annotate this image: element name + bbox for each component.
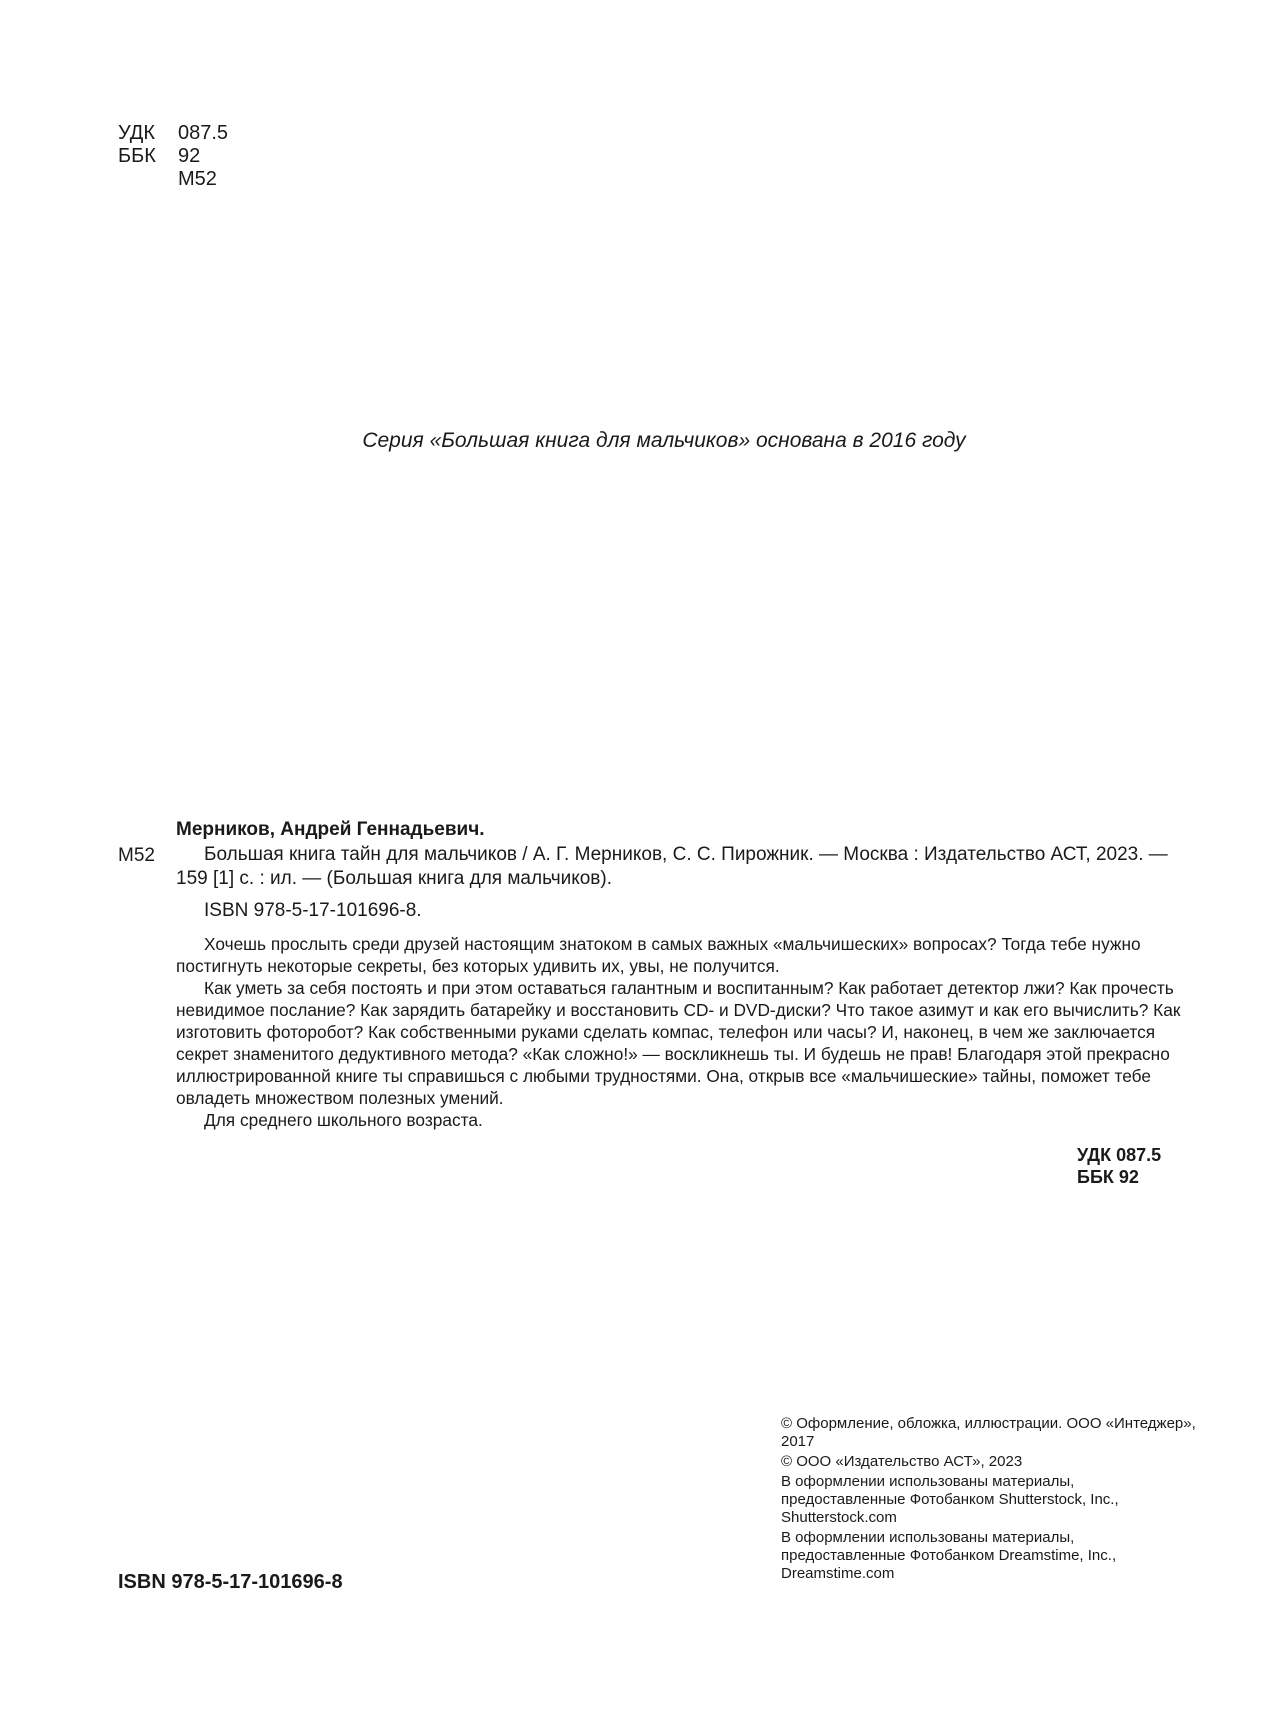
card-classification xyxy=(1077,1144,1161,1188)
annotation-paragraph: Хочешь прослыть среди друзей настоящим знатоком в самых важных «мальчишеских» вопросах? Тогда тебе нужно постигнуть некоторые секреты, без которых удивить их, увы, не получится. xyxy=(176,934,1141,976)
copyright-line: В оформлении использованы материалы, предоставленные Фотобанком Dreamstime, Inc., Dreamstime.com xyxy=(781,1529,1117,1582)
bibliographic-description: Большая книга тайн для мальчиков / А. Г. Мерников, С. С. Пирожник. — Москва : Издательство АСТ, 2023. — 159 [1] с. : ил. — (Большая книга для мальчиков). xyxy=(176,844,1168,889)
classification-row-udk xyxy=(118,122,228,145)
annotation-paragraph: Как уметь за себя постоять и при этом оставаться галантным и воспитанным? Как работает детектор лжи? Как прочесть невидимое послание? Как зарядить батарейку и восстановить CD- и DVD-диски? Что такое азимут и как его вычислить? Как изготовить фоторобот? Как собственными руками сделать компас, телефон или часы? И, наконец, в чем же заключается секрет знаменитого дедуктивного метода? «Как сложно!» — воскликнешь ты. И будешь не прав! Благодаря этой прекрасно иллюстрированной книге ты справишься с любыми трудностями. Она, открыв все «мальчишеские» тайны, поможет тебе овладеть множеством полезных умений. xyxy=(176,978,1181,1108)
classification-label: ББК xyxy=(118,145,156,167)
classification-label: УДК xyxy=(118,122,156,144)
series-text: Серия «Большая книга для мальчиков» основана в 2016 году xyxy=(362,429,966,452)
series-note xyxy=(0,429,1270,453)
annotation-paragraph: Для среднего школьного возраста. xyxy=(204,1110,483,1130)
author-mark: М52 xyxy=(118,845,155,866)
classification-row-author-mark xyxy=(118,168,228,191)
copyright-line: В оформлении использованы материалы, предоставленные Фотобанком Shutterstock, Inc., Shutterstock.com xyxy=(781,1473,1119,1526)
classification-value: 92 xyxy=(178,145,201,167)
author-heading: Мерников, Андрей Геннадьевич. xyxy=(176,819,485,840)
isbn-bottom: ISBN 978-5-17-101696-8 xyxy=(118,1571,343,1593)
isbn-line: ISBN 978-5-17-101696-8. xyxy=(204,900,422,921)
copyright-line: © ООО «Издательство АСТ», 2023 xyxy=(781,1453,1023,1470)
classification-block xyxy=(118,122,228,191)
classification-label xyxy=(118,168,178,191)
catalog-card xyxy=(118,817,1182,1131)
annotation xyxy=(176,933,1182,1131)
classification-row-bbk xyxy=(118,145,228,168)
copyright-block xyxy=(781,1415,1201,1585)
classification-value: М52 xyxy=(178,168,217,190)
bibliographic-block xyxy=(118,843,1182,891)
card-bbk: ББК 92 xyxy=(1077,1167,1139,1187)
copyright-line: © Оформление, обложка, иллюстрации. ООО «Интеджер», 2017 xyxy=(781,1415,1196,1450)
classification-value: 087.5 xyxy=(178,122,229,144)
card-udk: УДК 087.5 xyxy=(1077,1145,1162,1165)
